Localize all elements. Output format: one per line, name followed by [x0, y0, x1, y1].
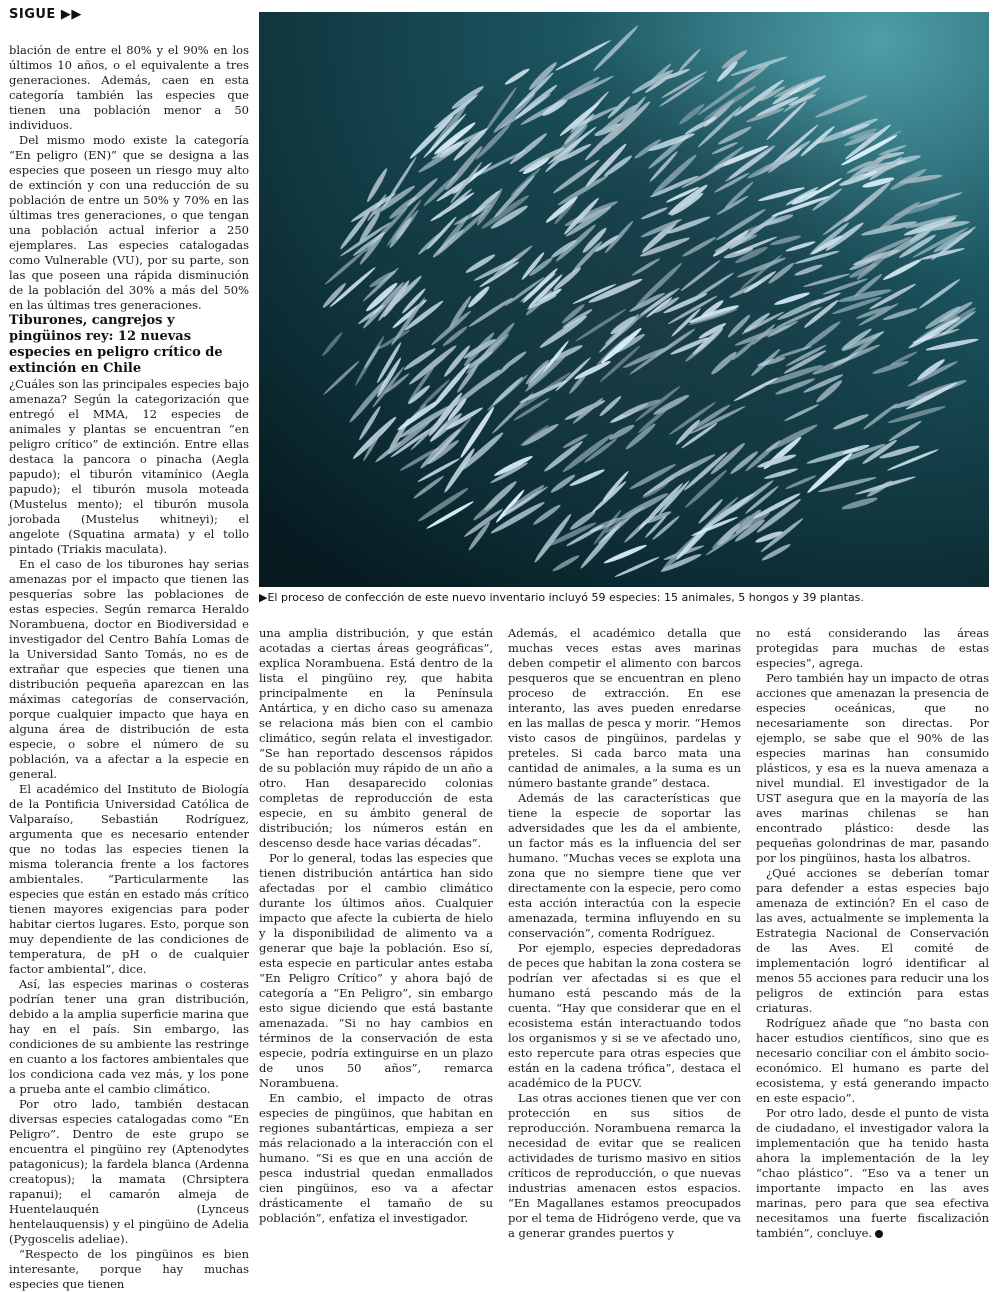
paragraph: Por ejemplo, especies depredadoras de peces que habitan la zona costera se podrían ver afectadas si es que el humano está pescando más de la cuenta. “Hay que considerar que en el ecosistema están interactuando todos los organismos y si se ve afectado uno, esto repercute para otras especies que están en la cadena trófica”, destaca el académico de la PUCV.	[508, 941, 741, 1090]
article-column-4	[756, 626, 989, 1241]
paragraph: Las otras acciones tienen que ver con protección en sus sitios de reproducción. Norambuena remarca la necesidad de evitar que se realicen actividades de turismo masivo en sitios críticos de reproducción, o que nuevas industrias amenacen estos espacios. “En Magallanes estamos preocupados por el tema de Hidrógeno verde, que va a generar grandes puertos y	[508, 1091, 741, 1240]
paragraph: Además, el académico detalla que muchas veces estas aves marinas deben competir el alimento con barcos pesqueros que se encuentran en pleno proceso de extracción. En ese interanto, las aves pueden enredarse en las mallas de pesca y morir. “Hemos visto casos de pingüinos, pardelas y preteles. Si cada barco mata una cantidad de animales, a la suma es un número bastante grande” destaca.	[508, 626, 741, 790]
paragraph: Del mismo modo existe la categoría “En peligro (EN)” que se designa a las especies que poseen un riesgo muy alto de extinción y con una reducción de su población de entre un 50% y 70% en las últimas tres generaciones, o que tengan una población actual inferior a 250 ejemplares. Las especies catalogadas como Vulnerable (VU), por su parte, son las que poseen una rápida disminución de la población del 30% a más del 50% en las últimas tres generaciones.	[9, 133, 249, 312]
article-column-2	[259, 626, 493, 1226]
paragraph: En el caso de los tiburones hay serias amenazas por el impacto que tienen las pesquerías sobre las poblaciones de estas especies. Según remarca Heraldo Norambuena, doctor en Biodiversidad e investigador del Centro Bahía Lomas de la Universidad Santo Tomás, no es de extrañar que especies que tienen una distribución pequeña aparezcan en las máximas categorías de conservación, porque cualquier impacto que haya en alguna área de distribución de esta especie, o sobre el número de su población, va a afectar a la especie en general.	[9, 557, 249, 781]
continue-marker: SIGUE ▶▶	[9, 7, 82, 22]
paragraph: El académico del Instituto de Biología de la Pontificia Universidad Católica de Valparaíso, Sebastián Rodríguez, argumenta que es necesario entender que no todas las especies tienen la misma tolerancia frente a los factores ambientales. “Particularmente las especies que están en estado más crítico tienen mayores exigencias para poder habitar ciertos lugares. Esto, porque son muy dependiente de las condiciones de temperatura, de pH o de cualquier factor ambiental”, dice.	[9, 782, 249, 976]
paragraph: “Respecto de los pingüinos es bien interesante, porque hay muchas especies que tienen	[9, 1247, 249, 1291]
paragraph: ¿Cuáles son las principales especies bajo amenaza? Según la categorización que entregó el MMA, 12 especies de animales y plantas se encuentran “en peligro crítico” de extinción. Entre ellas destaca la pancora o pinacha (Aegla papudo); el tiburón vitamínico (Aegla papudo); el tiburón musola moteada (Mustelus mento); el tiburón musola jorobada (Mustelus whitneyi); el angelote (Squatina armata) y el tollo pintado (Triakis maculata).	[9, 377, 249, 556]
article-column-1	[9, 43, 249, 1292]
paragraph: En cambio, el impacto de otras especies de pingüinos, que habitan en regiones subantárticas, empieza a ser más relacionado a la interacción con el humano. “Si es que en una acción de pesca industrial quedan enmallados cien pingüinos, eso va a afectar drásticamente el tamaño de su población”, enfatiza el investigador.	[259, 1091, 493, 1225]
paragraph: no está considerando las áreas protegidas para muchas de estas especies”, agrega.	[756, 626, 989, 670]
paragraph: Por lo general, todas las especies que tienen distribución antártica han sido afectadas por el cambio climático durante los últimos años. Cualquier impacto que afecte la cubierta de hielo y la disponibilidad de alimento va a generar que baje la población. Eso sí, esta especie en particular antes estaba “En Peligro Crítico” y ahora bajó de categoría a “En Peligro”, sin embargo esto sigue diciendo que está bastante amenazada. “Si no hay cambios en términos de la conservación de esta especie, podría extinguirse en un plazo de unos 50 años”, remarca Norambuena.	[259, 851, 493, 1090]
paragraph: Pero también hay un impacto de otras acciones que amenazan la presencia de especies oceánicas, que no necesariamente son directas. Por ejemplo, se sabe que el 90% de las especies marinas han consumido plásticos, y esa es la nueva amenaza a nivel mundial. El investigador de la UST asegura que en la mayoría de las aves marinas chilenas se han encontrado plástico: desde las pequeñas golondrinas de mar, pasando por los pingüinos, hasta los albatros.	[756, 671, 989, 865]
paragraph: blación de entre el 80% y el 90% en los últimos 10 años, o el equivalente a tres generaciones. Además, caen en esta categoría también las especies que tienen una población menor a 50 individuos.	[9, 43, 249, 132]
paragraph: una amplia distribución, y que están acotadas a ciertas áreas geográficas”, explica Norambuena. Está dentro de la lista el pingüino rey, que habita principalmente en la Península Antártica, y en dicho caso su amenaza se relaciona más bien con el cambio climático, según relata el investigador. “Se han reportado descensos rápidos de su población muy rápido de un año a otro. Han desaparecido colonias completas de reproducción de esta especie, en su ámbito general de distribución; los números están en descenso desde hace varias décadas”.	[259, 626, 493, 850]
paragraph: Por otro lado, también destacan diversas especies catalogadas como “En Peligro”. Dentro de este grupo se encuentra el pingüino rey (Aptenodytes patagonicus); la fardela blanca (Ardenna creatopus); la mamata (Chrsiptera rapanui); el camarón almeja de Huentelauquén (Lynceus hentelauquensis) y el pingüino de Adelia (Pygoscelis adeliae).	[9, 1097, 249, 1246]
paragraph	[756, 1106, 989, 1241]
article-column-3	[508, 626, 741, 1241]
paragraph: Rodríguez añade que “no basta con hacer estudios científicos, sino que es necesario conciliar con el ámbito socio-económico. El humano es parte del ecosistema, y está generando impacto en este espacio”.	[756, 1016, 989, 1105]
paragraph-text: Por otro lado, desde el punto de vista de ciudadano, el investigador valora la implementación que ha tenido hasta ahora la implementación de la ley “chao plástico”. “Eso va a tener un importante impacto en las aves marinas, pero para que sea efectiva necesitamos una fuerte fiscalización también”, concluye.	[756, 1106, 989, 1240]
section-subhead: Tiburones, cangrejos y pingüinos rey: 12 nuevas especies en peligro crítico de extinción en Chile	[9, 313, 223, 376]
paragraph: Además de las características que tiene la especie de soportar las adversidades que les da el ambiente, un factor más es la influencia del ser humano. “Muchas veces se explota una zona que no siempre tiene que ver directamente con la especie, pero como esta acción interactúa con la especie amenazada, termina influyendo en su conservación”, comenta Rodríguez.	[508, 791, 741, 940]
fish-school-photo	[259, 12, 989, 587]
paragraph: ¿Qué acciones se deberían tomar para defender a estas especies bajo amenaza de extinción? En el caso de las aves, actualmente se implementa la Estrategia Nacional de Conservación de las Aves. El comité de implementación logró identificar al menos 55 acciones para reducir una los peligros de extinción para estas criaturas.	[756, 866, 989, 1015]
photo-caption: ▶El proceso de confección de este nuevo inventario incluyó 59 especies: 15 animales, 5 hongos y 39 plantas.	[259, 591, 864, 604]
paragraph: Así, las especies marinas o costeras podrían tener una gran distribución, debido a la amplia superficie marina que hay en el país. Sin embargo, las condiciones de su ambiente las restringe en cuanto a los factores ambientales que los condiciona cada vez más, y los pone a prueba ante el cambio climático.	[9, 977, 249, 1096]
end-of-article-icon	[875, 1230, 883, 1238]
